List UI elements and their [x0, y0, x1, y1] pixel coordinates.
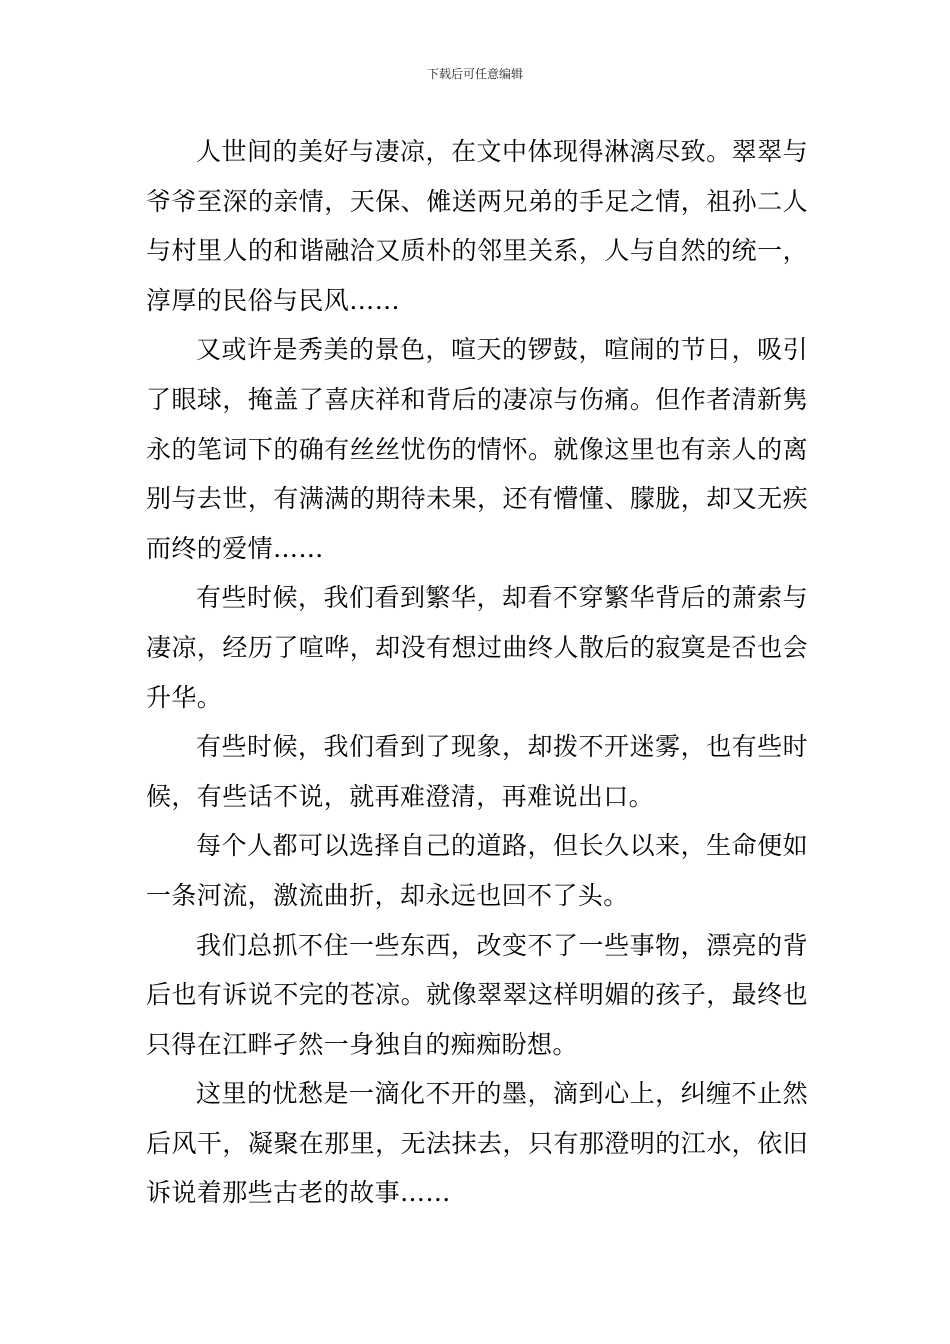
page-header: 下载后可任意编辑	[426, 67, 523, 81]
paragraph: 人世间的美好与凄凉，在文中体现得淋漓尽致。翠翠与爷爷至深的亲情，天保、傩送两兄弟的手足之情，祖孙二人与村里人的和谐融洽又质朴的邻里关系，人与自然的统一，淳厚的民俗与民风……	[146, 137, 808, 315]
paragraph: 又或许是秀美的景色，喧天的锣鼓，喧闹的节日，吸引了眼球，掩盖了喜庆祥和背后的凄凉与伤痛。但作者清新隽永的笔词下的确有丝丝忧伤的情怀。就像这里也有亲人的离别与去世，有满满的期待未果，还有懵懂、朦胧，却又无疾而终的爱情……	[146, 335, 808, 563]
paragraph: 我们总抓不住一些东西，改变不了一些事物，漂亮的背后也有诉说不完的苍凉。就像翠翠这样明媚的孩子，最终也只得在江畔孑然一身独自的痴痴盼想。	[146, 930, 808, 1059]
article-body	[146, 127, 808, 1218]
paragraph: 有些时候，我们看到了现象，却拨不开迷雾，也有些时候，有些话不说，就再难澄清，再难说出口。	[146, 732, 808, 811]
paragraph: 这里的忧愁是一滴化不开的墨，滴到心上，纠缠不止然后风干，凝聚在那里，无法抹去，只有那澄明的江水，依旧诉说着那些古老的故事……	[146, 1079, 808, 1208]
paragraph: 每个人都可以选择自己的道路，但长久以来，生命便如一条河流，激流曲折，却永远也回不了头。	[146, 831, 808, 910]
paragraph: 有些时候，我们看到繁华，却看不穿繁华背后的萧索与凄凉，经历了喧哗，却没有想过曲终人散后的寂寞是否也会升华。	[146, 583, 808, 712]
